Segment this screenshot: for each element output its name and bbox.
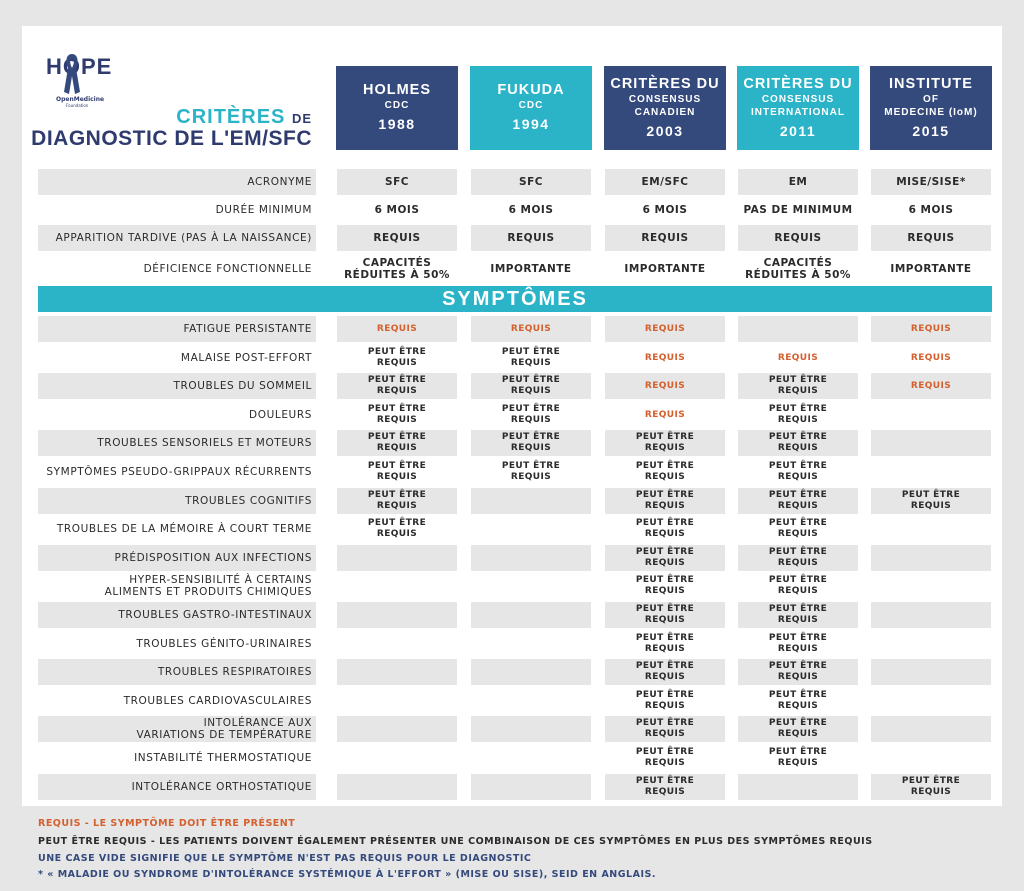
symptom-row-label: TROUBLES DU SOMMEIL: [38, 373, 316, 399]
cell-may-be-required: PEUT ÊTRE REQUIS: [605, 430, 725, 456]
cell-empty: [471, 716, 591, 742]
cell-empty: [337, 545, 457, 571]
cell-may-be-required: PEUT ÊTRE REQUIS: [501, 404, 561, 425]
cell-may-be-required: PEUT ÊTRE REQUIS: [337, 430, 457, 456]
column-header-year: 1994: [512, 116, 550, 132]
cell-may-be-required: PEUT ÊTRE REQUIS: [501, 461, 561, 482]
cell-empty: [337, 659, 457, 685]
cell-empty: [871, 459, 991, 485]
info-cell: 6 MOIS: [374, 204, 420, 216]
symptom-row-label: FATIGUE PERSISTANTE: [38, 316, 316, 342]
column-header-name: CRITÈRES DU: [743, 75, 853, 92]
info-row-label: ACRONYME: [38, 169, 316, 195]
info-cell: SFC: [337, 169, 457, 195]
column-header-year: 1988: [378, 116, 416, 132]
info-cell: 6 MOIS: [508, 204, 554, 216]
cell-empty: [337, 688, 457, 714]
symptoms-heading: SYMPTÔMES: [38, 286, 992, 312]
column-header-sub: OF MEDECINE (IoM): [884, 93, 978, 118]
column-header-name: FUKUDA: [497, 82, 565, 98]
info-cell: MISE/SISE*: [871, 169, 991, 195]
cell-empty: [871, 631, 991, 657]
cell-empty: [738, 774, 858, 800]
symptom-row-label: TROUBLES CARDIOVASCULAIRES: [123, 695, 312, 707]
cell-empty: [471, 745, 591, 771]
cell-required: REQUIS: [644, 352, 686, 363]
cell-may-be-required: PEUT ÊTRE REQUIS: [337, 373, 457, 399]
cell-may-be-required: PEUT ÊTRE REQUIS: [635, 575, 695, 596]
info-cell: REQUIS: [605, 225, 725, 251]
cell-empty: [871, 516, 991, 542]
column-header-sub: CONSENSUS INTERNATIONAL: [751, 93, 845, 118]
cell-required: REQUIS: [337, 316, 457, 342]
info-cell: REQUIS: [738, 225, 858, 251]
symptom-row-label: INSTABILITÉ THERMOSTATIQUE: [134, 752, 312, 764]
cell-empty: [337, 631, 457, 657]
cell-required: REQUIS: [605, 373, 725, 399]
symptom-row-label: INTOLÉRANCE AUX VARIATIONS DE TEMPÉRATURE: [38, 716, 316, 742]
cell-may-be-required: PEUT ÊTRE REQUIS: [605, 545, 725, 571]
cell-may-be-required: PEUT ÊTRE REQUIS: [605, 774, 725, 800]
cell-empty: [471, 688, 591, 714]
info-cell: IMPORTANTE: [490, 263, 572, 275]
column-header-3: [604, 66, 726, 150]
cell-may-be-required: PEUT ÊTRE REQUIS: [768, 404, 828, 425]
cell-may-be-required: PEUT ÊTRE REQUIS: [768, 690, 828, 711]
cell-may-be-required: PEUT ÊTRE REQUIS: [635, 690, 695, 711]
logo-subtitle-foundation: Foundation: [66, 103, 89, 108]
cell-may-be-required: PEUT ÊTRE REQUIS: [738, 488, 858, 514]
info-cell: SFC: [471, 169, 591, 195]
info-row-label: APPARITION TARDIVE (PAS À LA NAISSANCE): [38, 225, 316, 251]
cell-required: REQUIS: [644, 409, 686, 420]
cell-may-be-required: PEUT ÊTRE REQUIS: [738, 430, 858, 456]
page-title-line1: CRITÈRES DE: [176, 106, 312, 128]
cell-required: REQUIS: [471, 316, 591, 342]
cell-empty: [471, 545, 591, 571]
cell-may-be-required: PEUT ÊTRE REQUIS: [367, 404, 427, 425]
cell-may-be-required: PEUT ÊTRE REQUIS: [768, 518, 828, 539]
cell-empty: [471, 659, 591, 685]
cell-empty: [871, 716, 991, 742]
info-cell: IMPORTANTE: [890, 263, 972, 275]
symptom-row-label: TROUBLES RESPIRATOIRES: [38, 659, 316, 685]
cell-required: REQUIS: [777, 352, 819, 363]
column-header-name: INSTITUTE: [889, 75, 973, 92]
info-cell: REQUIS: [337, 225, 457, 251]
symptom-row-label: TROUBLES DE LA MÉMOIRE À COURT TERME: [56, 523, 312, 535]
info-cell: CAPACITÉS RÉDUITES À 50%: [344, 257, 450, 281]
cell-empty: [871, 573, 991, 599]
symptom-row-label: TROUBLES GASTRO-INTESTINAUX: [38, 602, 316, 628]
cell-may-be-required: PEUT ÊTRE REQUIS: [738, 716, 858, 742]
cell-may-be-required: PEUT ÊTRE REQUIS: [605, 659, 725, 685]
cell-may-be-required: PEUT ÊTRE REQUIS: [471, 373, 591, 399]
column-header-2: [470, 66, 592, 150]
logo-subtitle: OpenMedicine: [56, 96, 105, 103]
column-header-name: CRITÈRES DU: [610, 75, 720, 92]
column-header-1: [336, 66, 458, 150]
info-row-label: DURÉE MINIMUM: [215, 204, 312, 216]
cell-may-be-required: PEUT ÊTRE REQUIS: [605, 602, 725, 628]
cell-empty: [471, 573, 591, 599]
cell-empty: [337, 602, 457, 628]
cell-may-be-required: PEUT ÊTRE REQUIS: [471, 430, 591, 456]
symptom-row-label: TROUBLES GÉNITO-URINAIRES: [136, 638, 312, 650]
info-row-label: DÉFICIENCE FONCTIONNELLE: [143, 263, 312, 275]
info-cell: CAPACITÉS RÉDUITES À 50%: [745, 257, 851, 281]
cell-may-be-required: PEUT ÊTRE REQUIS: [768, 747, 828, 768]
cell-may-be-required: PEUT ÊTRE REQUIS: [871, 488, 991, 514]
symptom-row-label: TROUBLES COGNITIFS: [38, 488, 316, 514]
hope-logo-wordmark: HOPE: [46, 54, 113, 79]
symptom-row-label: HYPER-SENSIBILITÉ À CERTAINS ALIMENTS ET PRODUITS CHIMIQUES: [104, 574, 312, 598]
awareness-ribbon-icon: [62, 52, 82, 96]
cell-empty: [471, 488, 591, 514]
column-header-year: 2015: [912, 122, 950, 139]
cell-required: REQUIS: [871, 373, 991, 399]
info-cell: EM: [738, 169, 858, 195]
cell-empty: [337, 573, 457, 599]
symptom-row-label: DOULEURS: [249, 409, 312, 421]
cell-may-be-required: PEUT ÊTRE REQUIS: [738, 373, 858, 399]
footnote-mise: * « MALADIE OU SYNDROME D'INTOLÉRANCE SYSTÉMIQUE À L'EFFORT » (MISE OU SISE), SEID EN ANGLAIS.: [38, 869, 656, 880]
cell-may-be-required: PEUT ÊTRE REQUIS: [635, 747, 695, 768]
cell-may-be-required: PEUT ÊTRE REQUIS: [367, 461, 427, 482]
cell-may-be-required: PEUT ÊTRE REQUIS: [738, 659, 858, 685]
info-cell: IMPORTANTE: [624, 263, 706, 275]
info-cell: EM/SFC: [605, 169, 725, 195]
info-cell: REQUIS: [871, 225, 991, 251]
cell-empty: [738, 316, 858, 342]
column-header-sub: CDC: [384, 100, 410, 111]
cell-empty: [871, 602, 991, 628]
cell-required: REQUIS: [871, 316, 991, 342]
cell-empty: [471, 602, 591, 628]
symptom-row-label: PRÉDISPOSITION AUX INFECTIONS: [38, 545, 316, 571]
info-cell: 6 MOIS: [642, 204, 688, 216]
cell-may-be-required: PEUT ÊTRE REQUIS: [635, 633, 695, 654]
cell-empty: [471, 516, 591, 542]
cell-may-be-required: PEUT ÊTRE REQUIS: [337, 488, 457, 514]
symptom-row-label: INTOLÉRANCE ORTHOSTATIQUE: [38, 774, 316, 800]
cell-may-be-required: PEUT ÊTRE REQUIS: [605, 716, 725, 742]
cell-may-be-required: PEUT ÊTRE REQUIS: [738, 602, 858, 628]
info-cell: REQUIS: [471, 225, 591, 251]
column-header-4: [737, 66, 859, 150]
cell-may-be-required: PEUT ÊTRE REQUIS: [605, 488, 725, 514]
column-header-5: [870, 66, 992, 150]
cell-may-be-required: PEUT ÊTRE REQUIS: [768, 461, 828, 482]
cell-empty: [871, 430, 991, 456]
cell-empty: [871, 745, 991, 771]
cell-may-be-required: PEUT ÊTRE REQUIS: [501, 347, 561, 368]
cell-may-be-required: PEUT ÊTRE REQUIS: [768, 633, 828, 654]
column-header-sub: CONSENSUS CANADIEN: [628, 93, 702, 118]
column-header-name: HOLMES: [362, 82, 432, 98]
cell-empty: [871, 659, 991, 685]
symptom-row-label: TROUBLES SENSORIELS ET MOTEURS: [38, 430, 316, 456]
column-header-sub: CDC: [518, 100, 544, 111]
cell-empty: [337, 716, 457, 742]
legend-required: REQUIS - LE SYMPTÔME DOIT ÊTRE PRÉSENT: [38, 818, 296, 829]
cell-may-be-required: PEUT ÊTRE REQUIS: [367, 518, 427, 539]
cell-empty: [471, 631, 591, 657]
cell-empty: [337, 774, 457, 800]
cell-may-be-required: PEUT ÊTRE REQUIS: [871, 774, 991, 800]
cell-may-be-required: PEUT ÊTRE REQUIS: [367, 347, 427, 368]
legend-empty-cell: UNE CASE VIDE SIGNIFIE QUE LE SYMPTÔME N'EST PAS REQUIS POUR LE DIAGNOSTIC: [38, 853, 532, 864]
cell-empty: [871, 402, 991, 428]
cell-may-be-required: PEUT ÊTRE REQUIS: [635, 461, 695, 482]
cell-empty: [871, 688, 991, 714]
info-cell: PAS DE MINIMUM: [743, 204, 853, 216]
cell-empty: [871, 545, 991, 571]
page-title-line2: DIAGNOSTIC DE L'EM/SFC: [31, 127, 312, 150]
cell-empty: [471, 774, 591, 800]
cell-empty: [337, 745, 457, 771]
column-header-year: 2011: [779, 122, 817, 139]
info-cell: 6 MOIS: [908, 204, 954, 216]
legend-may-be-required: PEUT ÊTRE REQUIS - LES PATIENTS DOIVENT ÉGALEMENT PRÉSENTER UNE COMBINAISON DE CES SYMPTÔMES EN PLUS DES SYMPTÔMES REQUIS: [38, 836, 873, 847]
column-header-year: 2003: [646, 122, 684, 139]
cell-required: REQUIS: [910, 352, 952, 363]
cell-required: REQUIS: [605, 316, 725, 342]
cell-may-be-required: PEUT ÊTRE REQUIS: [768, 575, 828, 596]
cell-may-be-required: PEUT ÊTRE REQUIS: [738, 545, 858, 571]
symptom-row-label: SYMPTÔMES PSEUDO-GRIPPAUX RÉCURRENTS: [46, 466, 312, 478]
symptom-row-label: MALAISE POST-EFFORT: [180, 352, 312, 364]
cell-may-be-required: PEUT ÊTRE REQUIS: [635, 518, 695, 539]
